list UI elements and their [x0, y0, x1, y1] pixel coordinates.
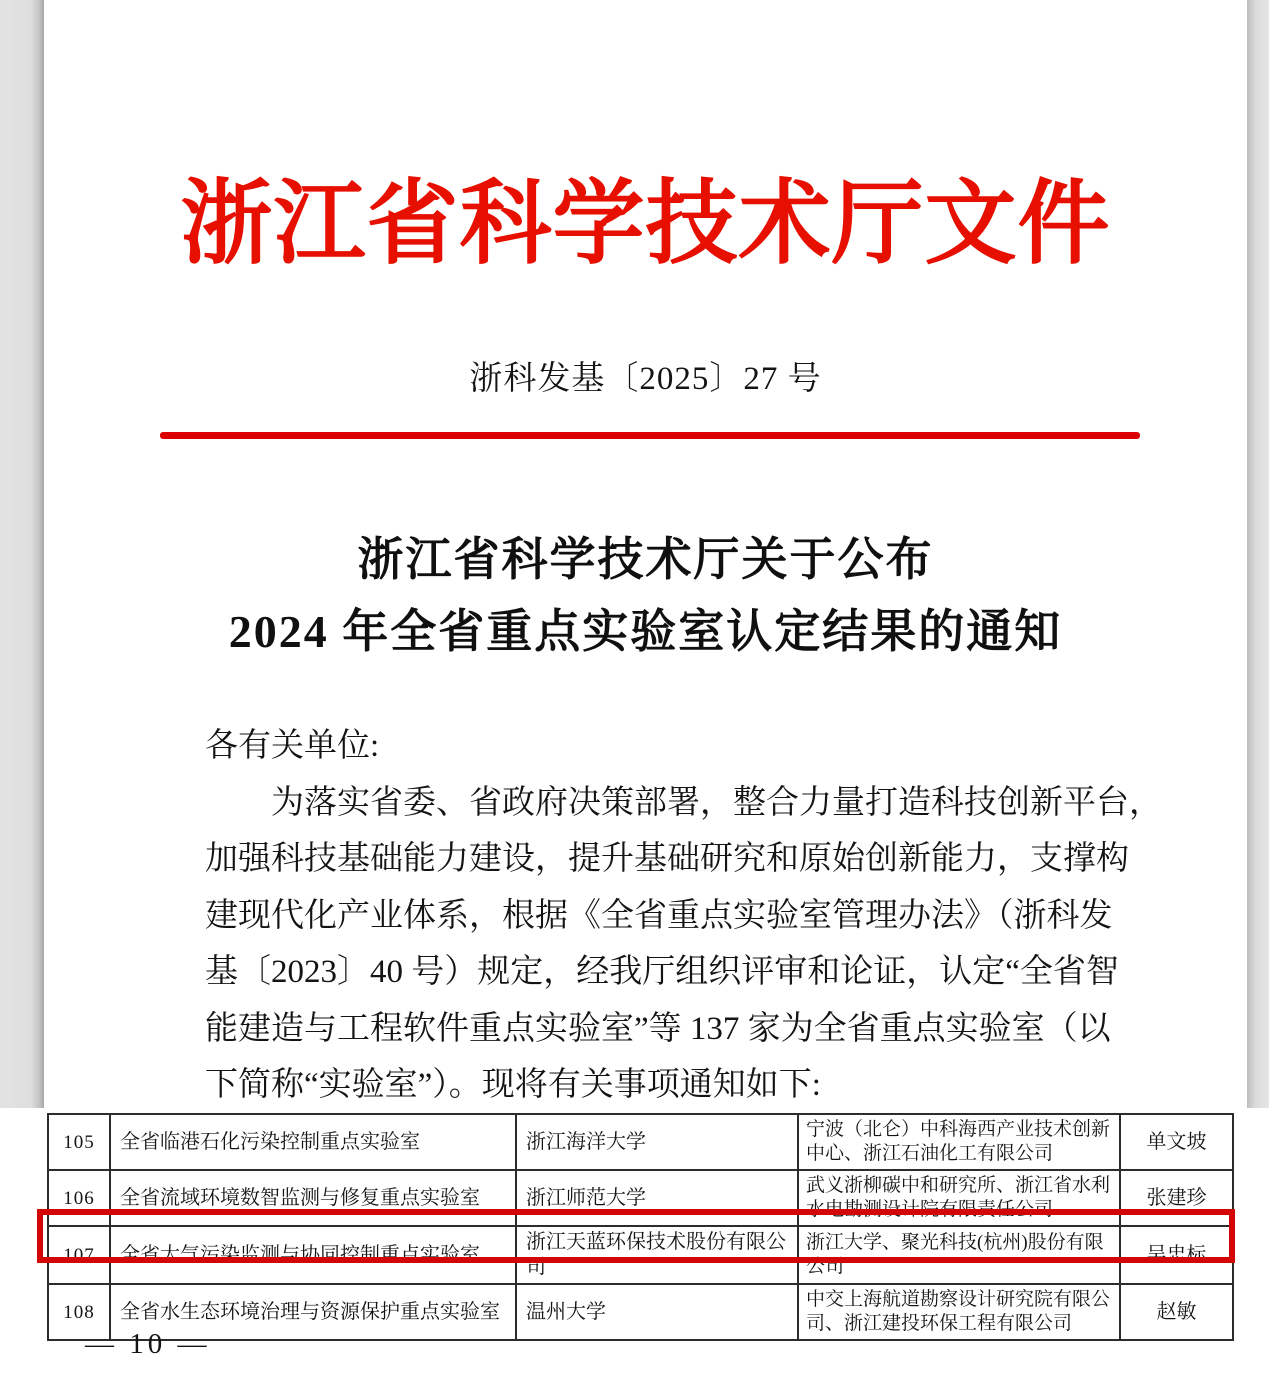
lab-name: 全省大气污染监测与协同控制重点实验室	[110, 1226, 516, 1284]
agency-letterhead-title: 浙江省科学技术厅文件	[180, 173, 1111, 275]
director-name: 单文坡	[1120, 1114, 1233, 1170]
body-line: 为落实省委、省政府决策部署，整合力量打造科技创新平台，	[271, 784, 1162, 821]
director-name: 吴忠标	[1120, 1226, 1233, 1284]
row-number: 107	[48, 1226, 110, 1284]
institution: 浙江天蓝环保技术股份有限公司	[516, 1226, 798, 1284]
partner-institutions: 武义浙柳碳中和研究所、浙江省水利水电勘测设计院有限责任公司	[798, 1170, 1120, 1226]
body-line: 建现代化产业体系，根据《全省重点实验室管理办法》（浙科发	[205, 897, 1113, 934]
salutation: 各有关单位:	[205, 728, 380, 764]
document-number: 浙科发基〔2025〕27 号	[469, 361, 822, 397]
body-line: 下简称“实验室”）。现将有关事项通知如下:	[205, 1067, 821, 1103]
director-name: 赵敏	[1120, 1284, 1233, 1340]
lab-name: 全省水生态环境治理与资源保护重点实验室	[110, 1284, 516, 1340]
lab-name: 全省流域环境数智监测与修复重点实验室	[110, 1170, 516, 1226]
institution: 浙江师范大学	[516, 1170, 798, 1226]
page-left-margin	[0, 0, 44, 1108]
lab-list-table-section	[0, 1108, 1269, 1386]
letterhead-divider-line	[160, 432, 1140, 439]
page-number: — 10 —	[85, 1328, 211, 1360]
institution: 浙江海洋大学	[516, 1114, 798, 1170]
notice-title-line1: 浙江省科学技术厅关于公布	[357, 534, 934, 585]
lab-name: 全省临港石化污染控制重点实验室	[110, 1114, 516, 1170]
partner-institutions: 宁波（北仑）中科海西产业技术创新中心、浙江石油化工有限公司	[798, 1114, 1120, 1170]
row-107-highlight-box	[37, 1209, 1235, 1263]
notice-title-line2: 2024 年全省重点实验室认定结果的通知	[228, 606, 1063, 657]
body-line: 加强科技基础能力建设，提升基础研究和原始创新能力，支撑构	[205, 841, 1129, 877]
page-right-margin	[1247, 0, 1269, 1108]
director-name: 张建珍	[1120, 1170, 1233, 1226]
table-row	[48, 1284, 1233, 1340]
body-line: 基〔2023〕40 号）规定，经我厅组织评审和论证，认定“全省智	[205, 954, 1119, 990]
table-row	[48, 1114, 1233, 1170]
body-line: 能建造与工程软件重点实验室”等 137 家为全省重点实验室（以	[205, 1010, 1111, 1047]
notice-title	[44, 524, 1247, 668]
partner-institutions: 浙江大学、聚光科技(杭州)股份有限公司	[798, 1226, 1120, 1284]
notice-body	[205, 718, 1162, 1114]
institution: 温州大学	[516, 1284, 798, 1340]
partner-institutions: 中交上海航道勘察设计研究院有限公司、浙江建投环保工程有限公司	[798, 1284, 1120, 1340]
row-number: 106	[48, 1170, 110, 1226]
row-number: 105	[48, 1114, 110, 1170]
row-number: 108	[48, 1284, 110, 1340]
